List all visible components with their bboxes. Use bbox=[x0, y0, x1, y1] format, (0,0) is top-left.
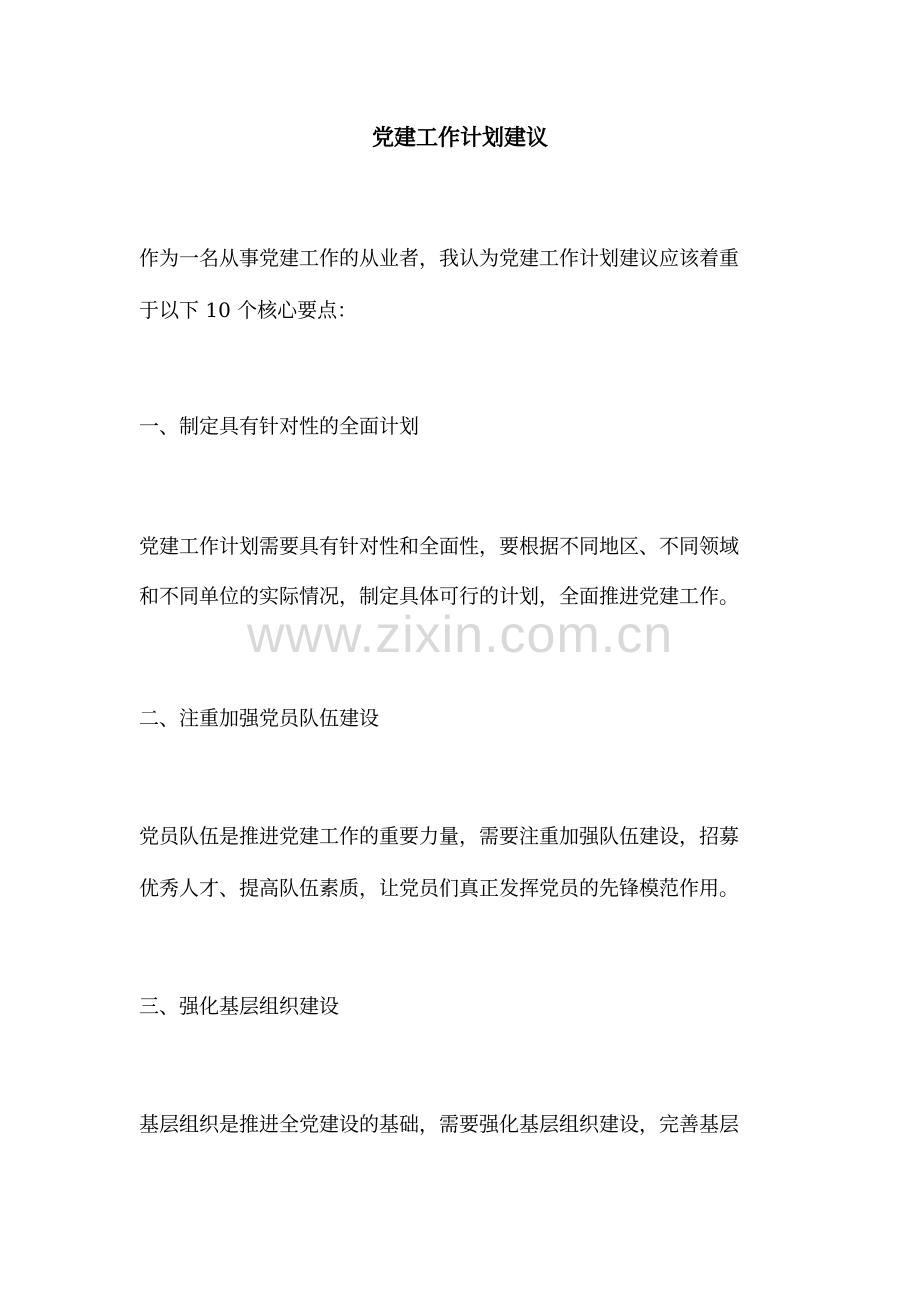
watermark-text: www.zixin.com.cn bbox=[246, 606, 674, 664]
section-2-line-1: 党员队伍是推进党建工作的重要力量，需要注重加强队伍建设，招募 bbox=[139, 824, 739, 848]
section-2-heading: 二、注重加强党员队伍建设 bbox=[139, 706, 379, 730]
section-3-line-1: 基层组织是推进全党建设的基础，需要强化基层组织建设，完善基层 bbox=[139, 1112, 739, 1136]
section-1-line-2: 和不同单位的实际情况，制定具体可行的计划，全面推进党建工作。 bbox=[139, 584, 739, 608]
intro-line-1: 作为一名从事党建工作的从业者，我认为党建工作计划建议应该着重 bbox=[139, 246, 739, 270]
document-title: 党建工作计划建议 bbox=[371, 125, 548, 151]
section-1-line-1: 党建工作计划需要具有针对性和全面性，要根据不同地区、不同领域 bbox=[139, 534, 739, 558]
section-1-heading: 一、制定具有针对性的全面计划 bbox=[139, 414, 419, 438]
intro-line-2: 于以下 10 个核心要点： bbox=[139, 298, 358, 322]
section-2-line-2: 优秀人才、提高队伍素质，让党员们真正发挥党员的先锋模范作用。 bbox=[139, 876, 739, 900]
section-3-heading: 三、强化基层组织建设 bbox=[139, 994, 339, 1018]
